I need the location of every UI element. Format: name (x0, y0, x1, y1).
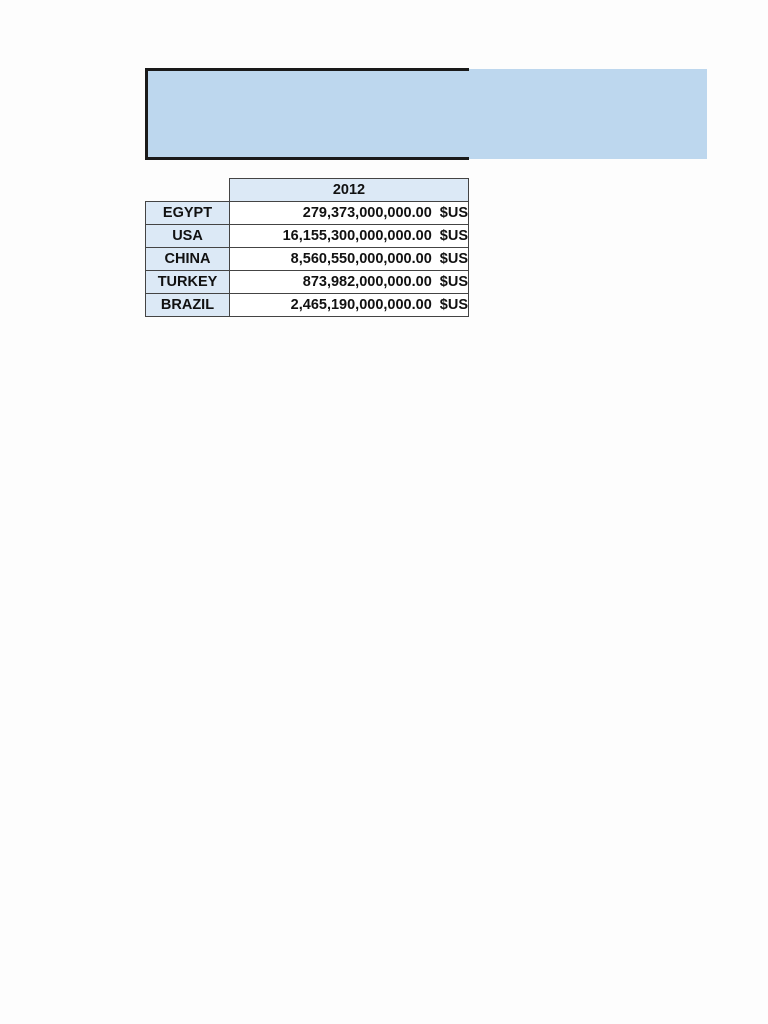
gdp-value: 279,373,000,000.00 (302, 205, 432, 221)
table-header-row (146, 179, 469, 202)
country-label: BRAZIL (146, 294, 230, 317)
table-row (146, 271, 469, 294)
country-label: USA (146, 225, 230, 248)
currency-unit: $US (439, 205, 468, 221)
country-label: EGYPT (146, 202, 230, 225)
table-corner-cell (146, 179, 230, 202)
table-row (146, 294, 469, 317)
gdp-value: 2,465,190,000,000.00 (290, 297, 432, 313)
country-label: CHINA (146, 248, 230, 271)
gdp-value: 8,560,550,000,000.00 (290, 251, 432, 267)
gdp-value-cell (230, 202, 469, 225)
title-banner-fill (469, 69, 707, 159)
table-row (146, 225, 469, 248)
table-row (146, 248, 469, 271)
table-row (146, 202, 469, 225)
gdp-value: 873,982,000,000.00 (302, 274, 432, 290)
title-banner-outlined (145, 68, 469, 160)
country-label: TURKEY (146, 271, 230, 294)
gdp-value-cell (230, 271, 469, 294)
currency-unit: $US (439, 251, 468, 267)
year-header: 2012 (230, 179, 469, 202)
gdp-value-cell (230, 248, 469, 271)
gdp-value-cell (230, 225, 469, 248)
gdp-table (145, 178, 469, 317)
gdp-value-cell (230, 294, 469, 317)
currency-unit: $US (439, 228, 468, 244)
currency-unit: $US (439, 297, 468, 313)
gdp-value: 16,155,300,000,000.00 (282, 228, 432, 244)
currency-unit: $US (439, 274, 468, 290)
